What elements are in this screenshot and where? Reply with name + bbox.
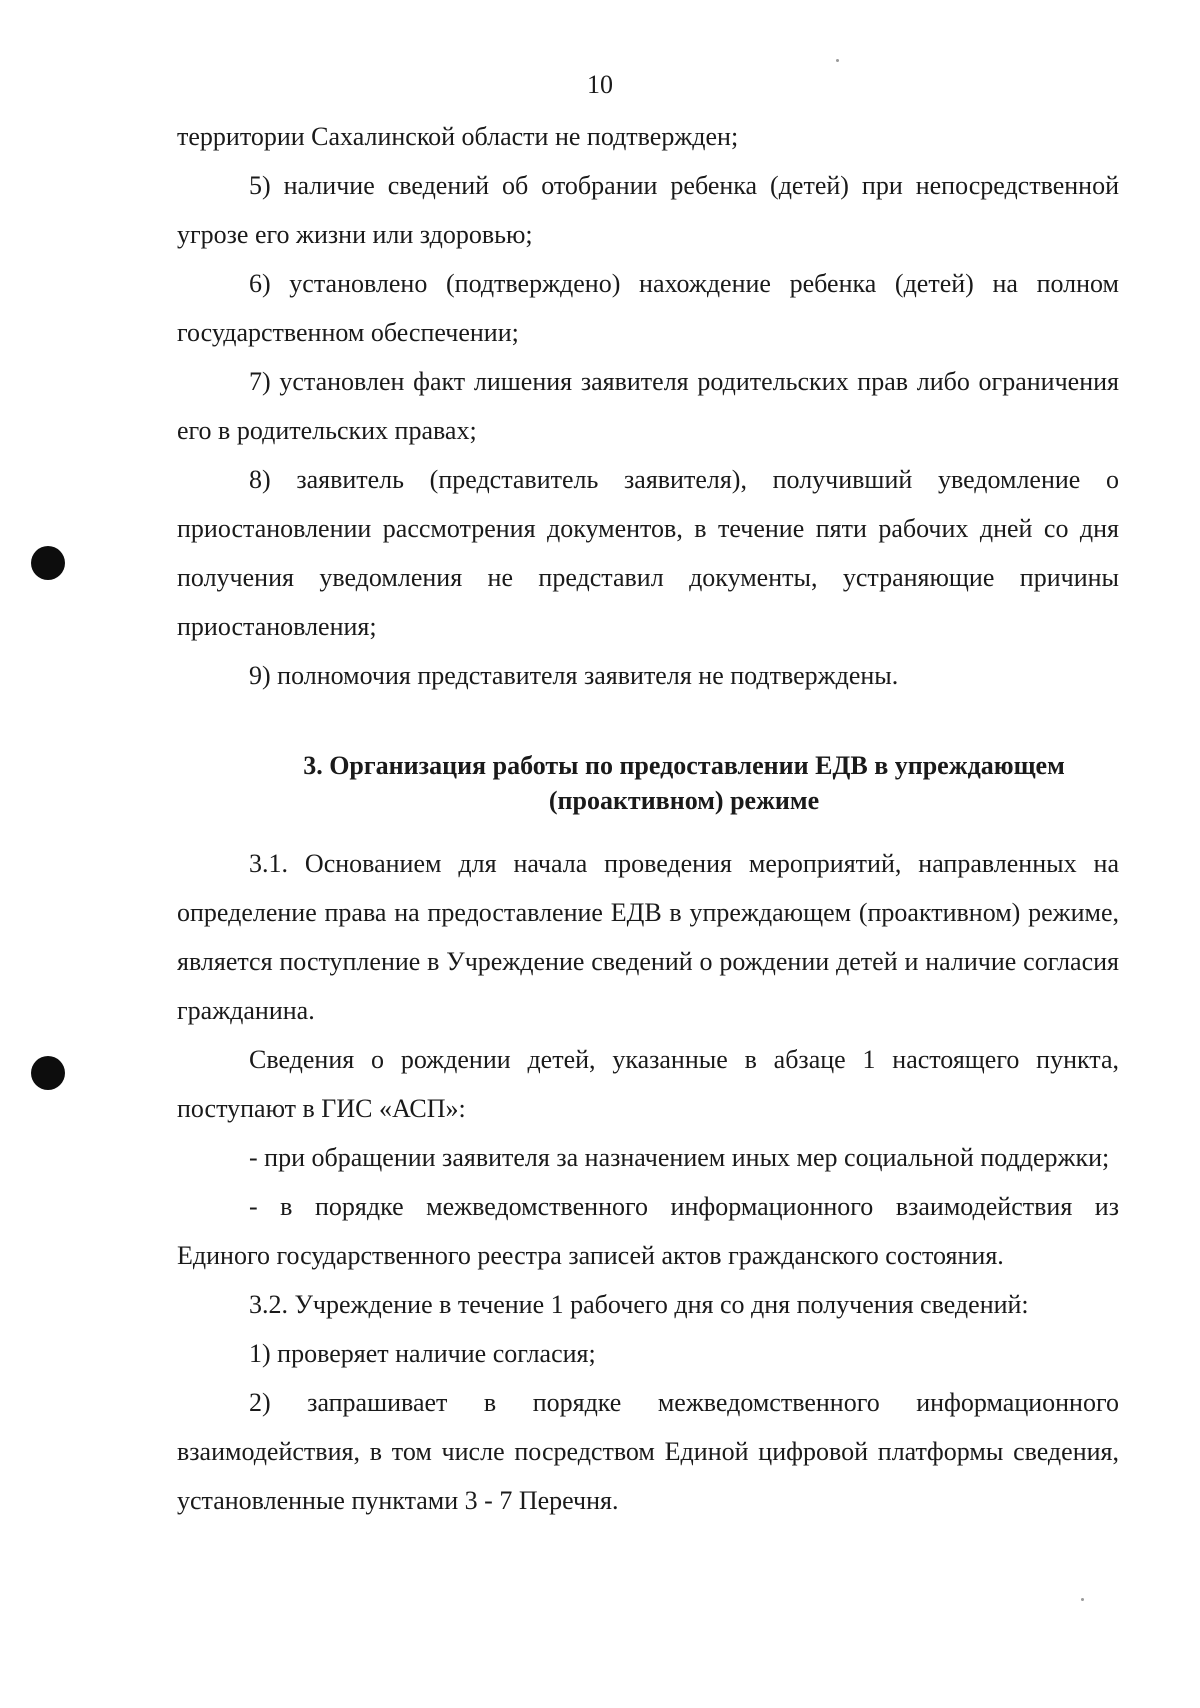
paragraph: Сведения о рождении детей, указанные в абзаце 1 настоящего пункта, поступают в ГИС «АСП»: — [177, 1045, 1119, 1123]
paragraph: 6) установлено (подтверждено) нахождение ребенка (детей) на полном государственном обеспечении; — [177, 269, 1119, 347]
section-heading — [177, 748, 1119, 818]
paragraph: - при обращении заявителя за назначением иных мер социальной поддержки; — [249, 1143, 1110, 1172]
paragraph: 2) запрашивает в порядке межведомственного информационного взаимодействия, в том числе посредством Единой цифровой платформы сведения, установленные пунктами 3 - 7 Перечня. — [177, 1388, 1119, 1515]
paragraph: 1) проверяет наличие согласия; — [249, 1339, 596, 1368]
paragraph: 7) установлен факт лишения заявителя родительских прав либо ограничения его в родительских правах; — [177, 367, 1119, 445]
page-number: 10 — [587, 70, 613, 99]
paragraph: 9) полномочия представителя заявителя не подтверждены. — [249, 661, 899, 690]
punch-hole-upper — [31, 546, 65, 580]
section-heading-line: (проактивном) режиме — [548, 786, 820, 815]
paragraph: 3.2. Учреждение в течение 1 рабочего дня со дня получения сведений: — [249, 1290, 1029, 1319]
paragraph: 8) заявитель (представитель заявителя), получивший уведомление о приостановлении рассмотрения документов, в течение пяти рабочих дней со дня получения уведомления не представил документы, устраняющие причины приостановления; — [177, 465, 1119, 641]
paragraph: 3.1. Основанием для начала проведения мероприятий, направленных на определение права на предоставление ЕДВ в упреждающем (проактивном) режиме, является поступление в Учреждение сведений о рождении детей и наличие согласия гражданина. — [177, 849, 1119, 1025]
paragraph: 5) наличие сведений об отобрании ребенка (детей) при непосредственной угрозе его жизни или здоровью; — [177, 171, 1119, 249]
section-heading-line: 3. Организация работы по предоставлении ЕДВ в упреждающем — [303, 751, 1065, 780]
punch-hole-lower — [31, 1056, 65, 1090]
scan-speck — [1081, 1598, 1084, 1601]
paragraph: - в порядке межведомственного информационного взаимодействия из Единого государственного реестра записей актов гражданского состояния. — [177, 1192, 1119, 1270]
scan-speck — [836, 59, 839, 62]
document-body — [177, 112, 1119, 1525]
paragraph: территории Сахалинской области не подтвержден; — [177, 122, 739, 151]
